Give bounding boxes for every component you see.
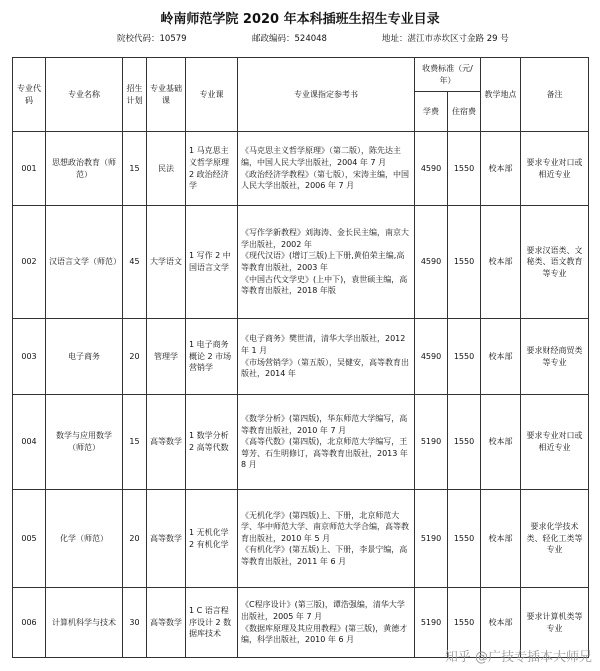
table-row <box>13 490 589 588</box>
school-code: 院校代码：10579 <box>117 34 187 44</box>
row-plan: 15 <box>123 132 147 206</box>
row-major: 1 无机化学 2 有机化学 <box>186 490 238 588</box>
row-refs <box>238 588 415 658</box>
header-campus: 教学地点 <box>481 58 521 132</box>
table-row <box>13 395 589 490</box>
row-tuition: 5190 <box>415 490 448 588</box>
reference-book: 《政治经济学教程》（第七版），宋涛主编，中国人民大学出版社，2006 年 7 月 <box>241 169 409 191</box>
row-major: 1 写作 2 中国语言文学 <box>186 206 238 319</box>
row-plan: 20 <box>123 490 147 588</box>
reference-book: 《写作学新教程》刘海涛、金长民主编，南京大学出版社，2002 年 <box>241 228 409 249</box>
header-refs: 专业课指定参考书 <box>238 58 415 132</box>
row-refs <box>238 395 415 490</box>
reference-book: 《中国古代文学史》(上中下)，袁世硕主编，高等教育出版社，2018 年版 <box>241 274 408 296</box>
row-major: 1 电子商务概论 2 市场营销学 <box>186 319 238 395</box>
row-campus: 校本部 <box>481 132 521 206</box>
row-note: 要求专业对口或相近专业 <box>521 132 589 206</box>
watermark: 知乎 @广技专插本大师兄 <box>444 650 592 665</box>
row-campus: 校本部 <box>481 206 521 319</box>
row-name: 化学（师范） <box>46 490 123 588</box>
row-lodging: 1550 <box>448 395 481 490</box>
row-refs <box>238 132 415 206</box>
row-code: 002 <box>13 206 46 319</box>
row-note: 要求专业对口或相近专业 <box>521 395 589 490</box>
row-basic: 高等数学 <box>147 395 186 490</box>
row-name: 电子商务 <box>46 319 123 395</box>
header-note: 备注 <box>521 58 589 132</box>
reference-book: 《C程序设计》(第三版)，谭浩强编，清华大学出版社，2005 年 7 月 <box>241 600 405 621</box>
row-basic: 民法 <box>147 132 186 206</box>
row-name: 思想政治教育（师范） <box>46 132 123 206</box>
reference-book: 《马克思主义哲学原理》（第二版），陈先达主编，中国人民大学出版社，2004 年 7 月 <box>241 146 401 167</box>
row-tuition: 4590 <box>415 319 448 395</box>
row-campus: 校本部 <box>481 490 521 588</box>
row-lodging: 1550 <box>448 206 481 319</box>
row-plan: 30 <box>123 588 147 658</box>
header-code: 专业代码 <box>13 58 46 132</box>
row-lodging: 1550 <box>448 319 481 395</box>
row-name: 计算机科学与技术 <box>46 588 123 658</box>
header-lodging: 住宿费 <box>448 92 481 132</box>
row-note: 要求汉语类、文秘类、语文教育等专业 <box>521 206 589 319</box>
reference-book: 《电子商务》樊世清，清华大学出版社，2012 年 1 月 <box>241 334 406 355</box>
row-refs <box>238 490 415 588</box>
row-tuition: 5190 <box>415 588 448 658</box>
row-lodging: 1550 <box>448 588 481 658</box>
header-name: 专业名称 <box>46 58 123 132</box>
header-plan: 招生计划 <box>123 58 147 132</box>
postal-code: 邮政编码：524048 <box>252 34 327 44</box>
reference-book: 《现代汉语》(增订三版)上下册,黄伯荣主编,高等教育出版社，2003 年 <box>241 251 405 272</box>
row-lodging: 1550 <box>448 132 481 206</box>
row-tuition: 4590 <box>415 132 448 206</box>
row-plan: 45 <box>123 206 147 319</box>
row-code: 001 <box>13 132 46 206</box>
row-refs <box>238 319 415 395</box>
header-fee: 收费标准（元/年） <box>415 58 481 92</box>
header-basic: 专业基础课 <box>147 58 186 132</box>
header-tuition: 学费 <box>415 92 448 132</box>
reference-book: 《市场营销学》（第五版），吴健安，高等教育出版社，2014 年 <box>241 357 409 379</box>
row-note: 要求财经商贸类等专业 <box>521 319 589 395</box>
row-code: 006 <box>13 588 46 658</box>
row-basic: 高等数学 <box>147 588 186 658</box>
row-campus: 校本部 <box>481 319 521 395</box>
row-major: 1 马克思主义哲学原理 2 政治经济学 <box>186 132 238 206</box>
table-row <box>13 132 589 206</box>
row-refs <box>238 206 415 319</box>
header-major: 专业课 <box>186 58 238 132</box>
row-code: 005 <box>13 490 46 588</box>
row-note: 要求计算机类等专业 <box>521 588 589 658</box>
row-basic: 大学语文 <box>147 206 186 319</box>
reference-book: 《高等代数》(第四版)，北京师范大学编写，王萼芳、石生明修订，高等教育出版社，2013 年 8 月 <box>241 437 408 470</box>
row-major: 1 数学分析 2 高等代数 <box>186 395 238 490</box>
row-code: 003 <box>13 319 46 395</box>
reference-book: 《数据库原理及其应用教程》(第三版)，黄德才编，科学出版社，2010 年 6 月 <box>241 623 408 645</box>
row-campus: 校本部 <box>481 588 521 658</box>
address: 地址：湛江市赤坎区寸金路 29 号 <box>382 34 509 44</box>
row-name: 汉语言文学（师范） <box>46 206 123 319</box>
row-name: 数学与应用数学（师范） <box>46 395 123 490</box>
row-tuition: 5190 <box>415 395 448 490</box>
reference-book: 《无机化学》(第四版)上、下册，北京师范大学、华中师范大学、南京师范大学合编，高等教育出版社，2010 年 5 月 <box>241 510 409 543</box>
table-row <box>13 206 589 319</box>
catalog-table <box>12 57 589 658</box>
row-tuition: 4590 <box>415 206 448 319</box>
reference-book: 《数学分析》(第四版)，华东师范大学编写，高等教育出版社，2010 年 7 月 <box>241 414 408 435</box>
page-title: 岭南师范学院 2020 年本科插班生招生专业目录 <box>160 12 440 27</box>
row-code: 004 <box>13 395 46 490</box>
row-lodging: 1550 <box>448 490 481 588</box>
reference-book: 《有机化学》(第五版)上、下册，李景宁编，高等教育出版社，2011 年 6 月 <box>241 545 408 566</box>
row-campus: 校本部 <box>481 395 521 490</box>
row-plan: 15 <box>123 395 147 490</box>
row-basic: 高等数学 <box>147 490 186 588</box>
row-note: 要求化学技术类、轻化工类等专业 <box>521 490 589 588</box>
table-row <box>13 319 589 395</box>
row-basic: 管理学 <box>147 319 186 395</box>
row-major: 1 C 语言程序设计 2 数据库技术 <box>186 588 238 658</box>
row-plan: 20 <box>123 319 147 395</box>
